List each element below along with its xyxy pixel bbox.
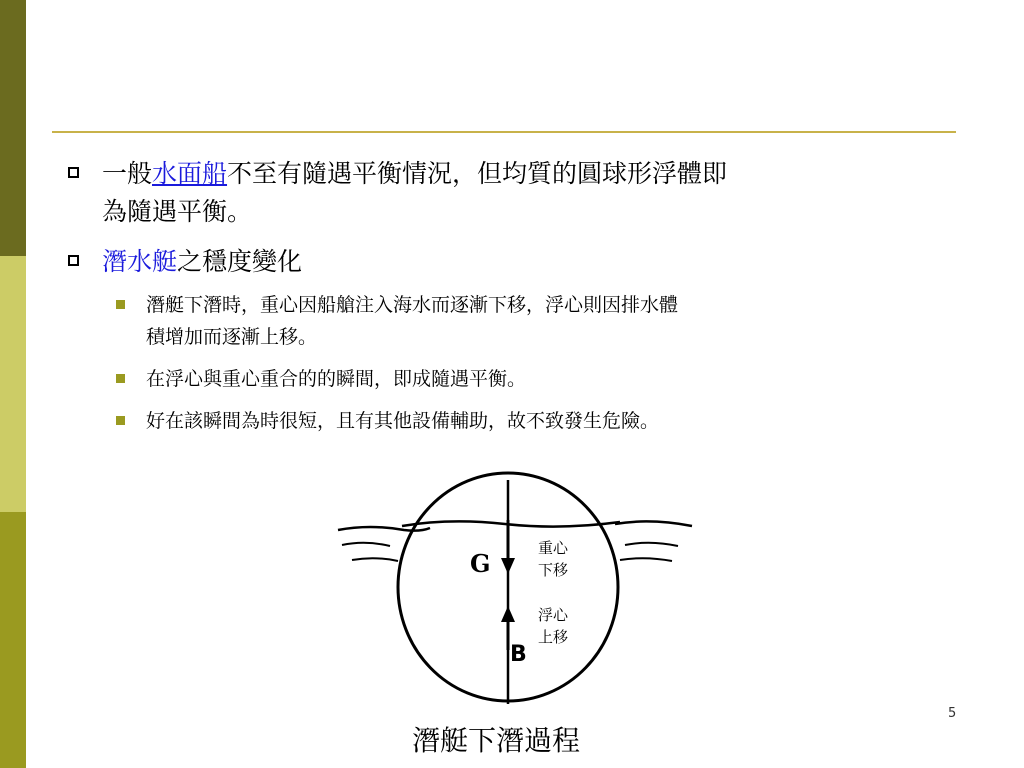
ripple-right-1: [625, 543, 678, 546]
ripple-left-2: [352, 558, 398, 561]
sub-bullet-1-line2: 積增加而逐漸上移。: [146, 326, 318, 348]
diagram-caption: 潛艇下潛過程: [412, 724, 581, 757]
ripple-left-1: [342, 543, 390, 546]
sidebar-stripe-light: [0, 256, 26, 512]
label-b: B: [510, 642, 527, 667]
buoyancy-arrow-up-icon: [501, 606, 515, 622]
bullet-1-line2: 為隨遇平衡。: [102, 197, 253, 226]
filled-square-bullet-icon: [116, 374, 125, 383]
bullet-2-suffix: 之穩度變化: [177, 247, 303, 276]
sub-bullet-2-line1: 在浮心與重心重合的的瞬間，即成隨遇平衡。: [146, 368, 527, 390]
water-surface-line-center: [402, 521, 620, 526]
title-divider: [52, 131, 956, 133]
note-gravity-1: 重心: [538, 539, 569, 557]
sub-bullet-1-line1: 潛艇下潛時，重心因船艙注入海水而逐漸下移，浮心則因排水體: [146, 294, 679, 316]
water-surface-line-right: [615, 521, 692, 526]
bullet-1-prefix: 一般: [102, 159, 153, 188]
note-buoyancy-2: 上移: [538, 628, 569, 646]
filled-square-bullet-icon: [116, 416, 125, 425]
sidebar-stripe-olive: [0, 512, 26, 768]
sub-bullet-3-line1: 好在該瞬間為時很短，且有其他設備輔助，故不致發生危險。: [146, 410, 660, 432]
water-surface-line-left: [338, 527, 430, 531]
submarine-diving-diagram: [330, 460, 710, 710]
gravity-arrow-down-icon: [501, 558, 515, 574]
square-bullet-icon: [68, 167, 79, 178]
bullet-2-highlight-submarine: 潛水艇: [102, 247, 178, 276]
ripple-right-2: [620, 558, 672, 561]
bullet-1-suffix: 不至有隨遇平衡情況，但均質的圓球形浮體即: [227, 159, 728, 188]
note-gravity-2: 下移: [538, 561, 569, 579]
bullet-1-link-surface-ship[interactable]: 水面船: [152, 159, 228, 188]
filled-square-bullet-icon: [116, 300, 125, 309]
sidebar-stripe-dark: [0, 0, 26, 256]
label-g: G: [470, 549, 491, 578]
page-number: 5: [948, 706, 957, 721]
note-buoyancy-1: 浮心: [538, 606, 569, 624]
square-bullet-icon: [68, 255, 79, 266]
